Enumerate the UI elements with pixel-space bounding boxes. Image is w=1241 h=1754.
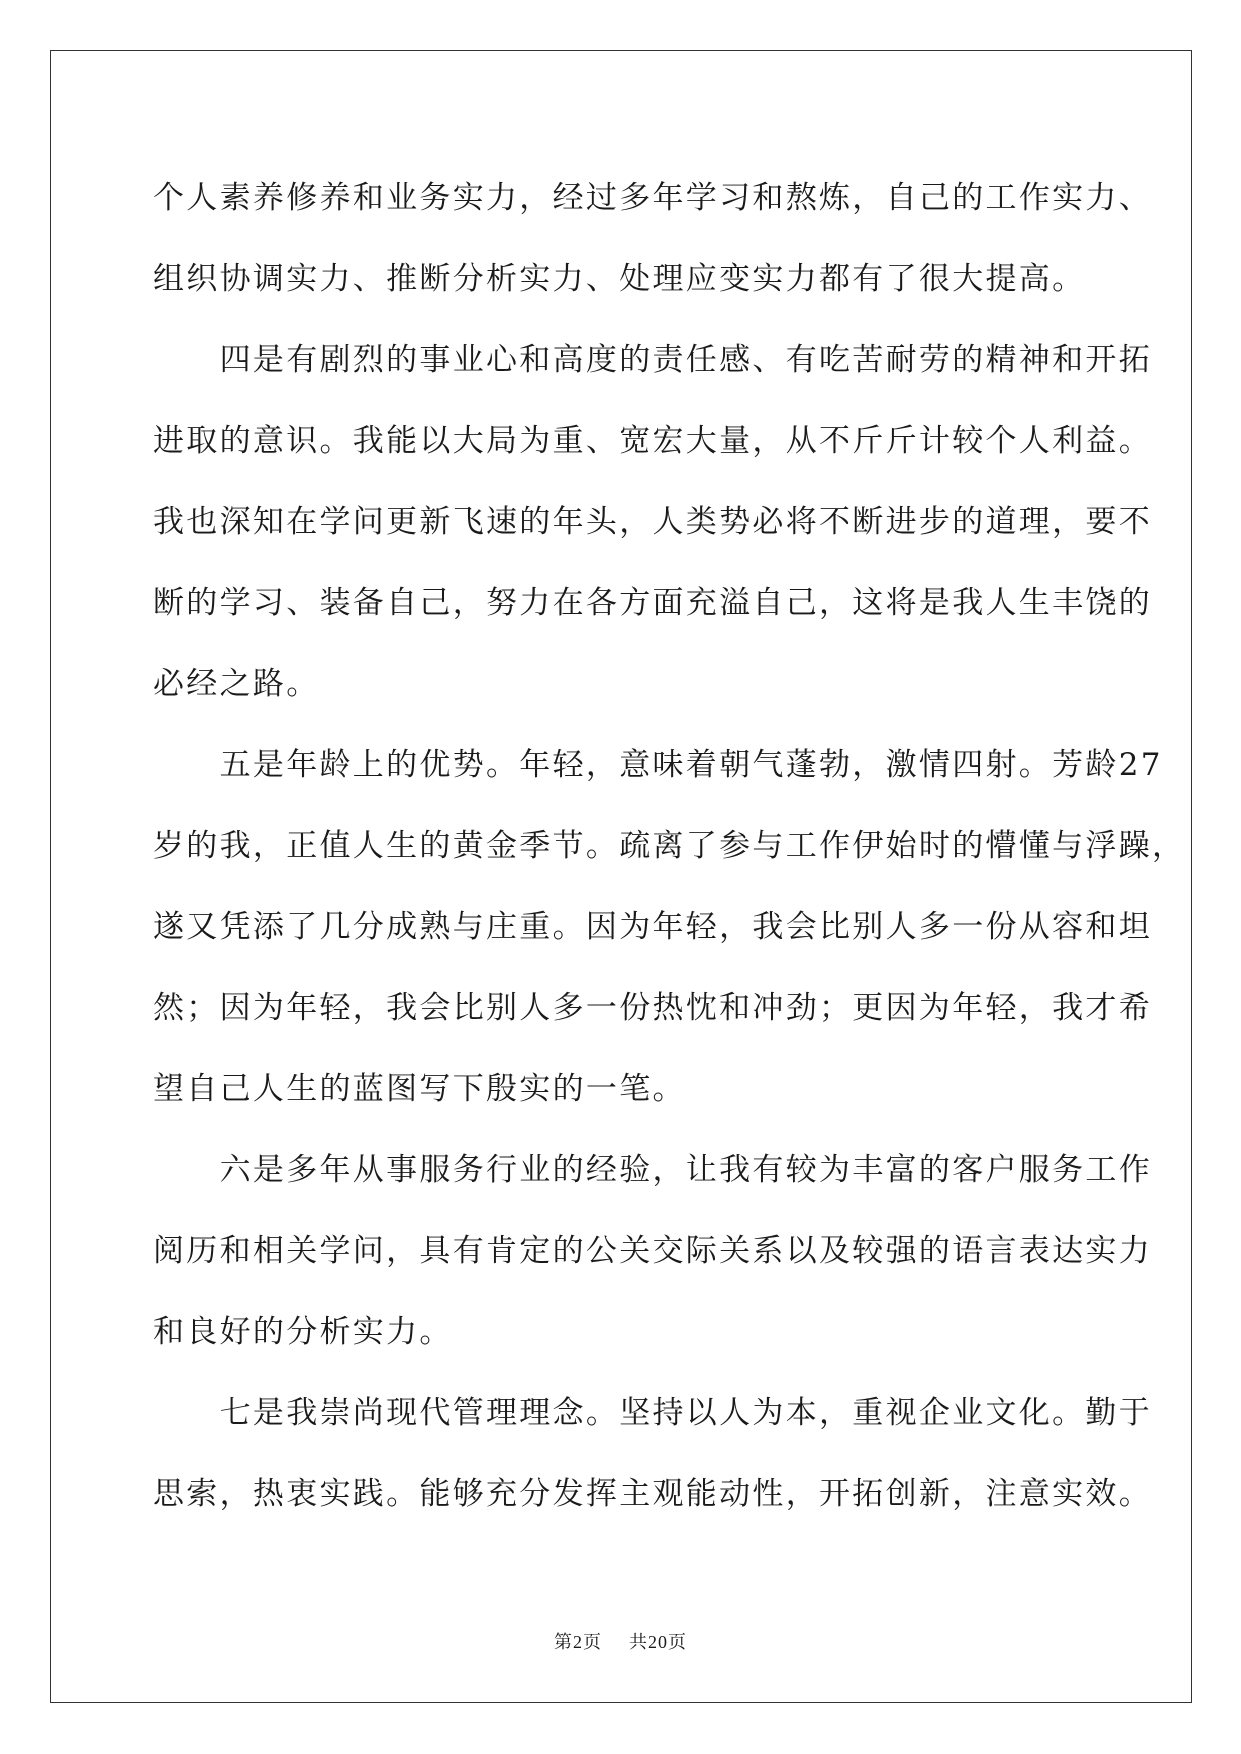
text-line: 进取的意识。我能以大局为重、宽宏大量，从不斤斤计较个人利益。 bbox=[153, 423, 1152, 459]
text-line: 思索，热衷实践。能够充分发挥主观能动性，开拓创新，注意实效。 bbox=[153, 1476, 1152, 1512]
page-suffix: 页 bbox=[583, 1632, 603, 1653]
text-line: 阅历和相关学问，具有肯定的公关交际关系以及较强的语言表达实力 bbox=[153, 1233, 1152, 1269]
text-line: 七是我崇尚现代管理理念。坚持以人为本，重视企业文化。勤于 bbox=[153, 1395, 1152, 1431]
page-number: 2 bbox=[573, 1632, 584, 1652]
text-line: 断的学习、装备自己，努力在各方面充溢自己，这将是我人生丰饶的 bbox=[153, 585, 1152, 621]
text-line: 望自己人生的蓝图写下殷实的一笔。 bbox=[153, 1071, 686, 1107]
document-body bbox=[153, 158, 1186, 1535]
total-pages: 20 bbox=[647, 1632, 668, 1652]
text-line: 个人素养修养和业务实力，经过多年学习和熬炼，自己的工作实力、 bbox=[153, 180, 1152, 216]
text-line: 五是年龄上的优势。年轻，意味着朝气蓬勃，激情四射。芳龄27 bbox=[153, 747, 1163, 783]
text-line: 必经之路。 bbox=[153, 666, 320, 702]
text-line: 岁的我，正值人生的黄金季节。疏离了参与工作伊始时的懵懂与浮躁， bbox=[153, 828, 1186, 864]
text-line: 和良好的分析实力。 bbox=[153, 1314, 453, 1350]
text-line: 然；因为年轻，我会比别人多一份热忱和冲劲；更因为年轻，我才希 bbox=[153, 990, 1152, 1026]
text-line: 遂又凭添了几分成熟与庄重。因为年轻，我会比别人多一份从容和坦 bbox=[153, 909, 1152, 945]
text-line: 我也深知在学问更新飞速的年头，人类势必将不断进步的道理，要不 bbox=[153, 504, 1152, 540]
text-line: 组织协调实力、推断分析实力、处理应变实力都有了很大提高。 bbox=[153, 261, 1086, 297]
total-suffix: 页 bbox=[667, 1632, 687, 1653]
total-prefix: 共 bbox=[628, 1632, 648, 1653]
page-prefix: 第 bbox=[554, 1632, 574, 1653]
page-footer bbox=[0, 1628, 1241, 1654]
text-line: 四是有剧烈的事业心和高度的责任感、有吃苦耐劳的精神和开拓 bbox=[153, 342, 1152, 378]
text-line: 六是多年从事服务行业的经验，让我有较为丰富的客户服务工作 bbox=[153, 1152, 1152, 1188]
